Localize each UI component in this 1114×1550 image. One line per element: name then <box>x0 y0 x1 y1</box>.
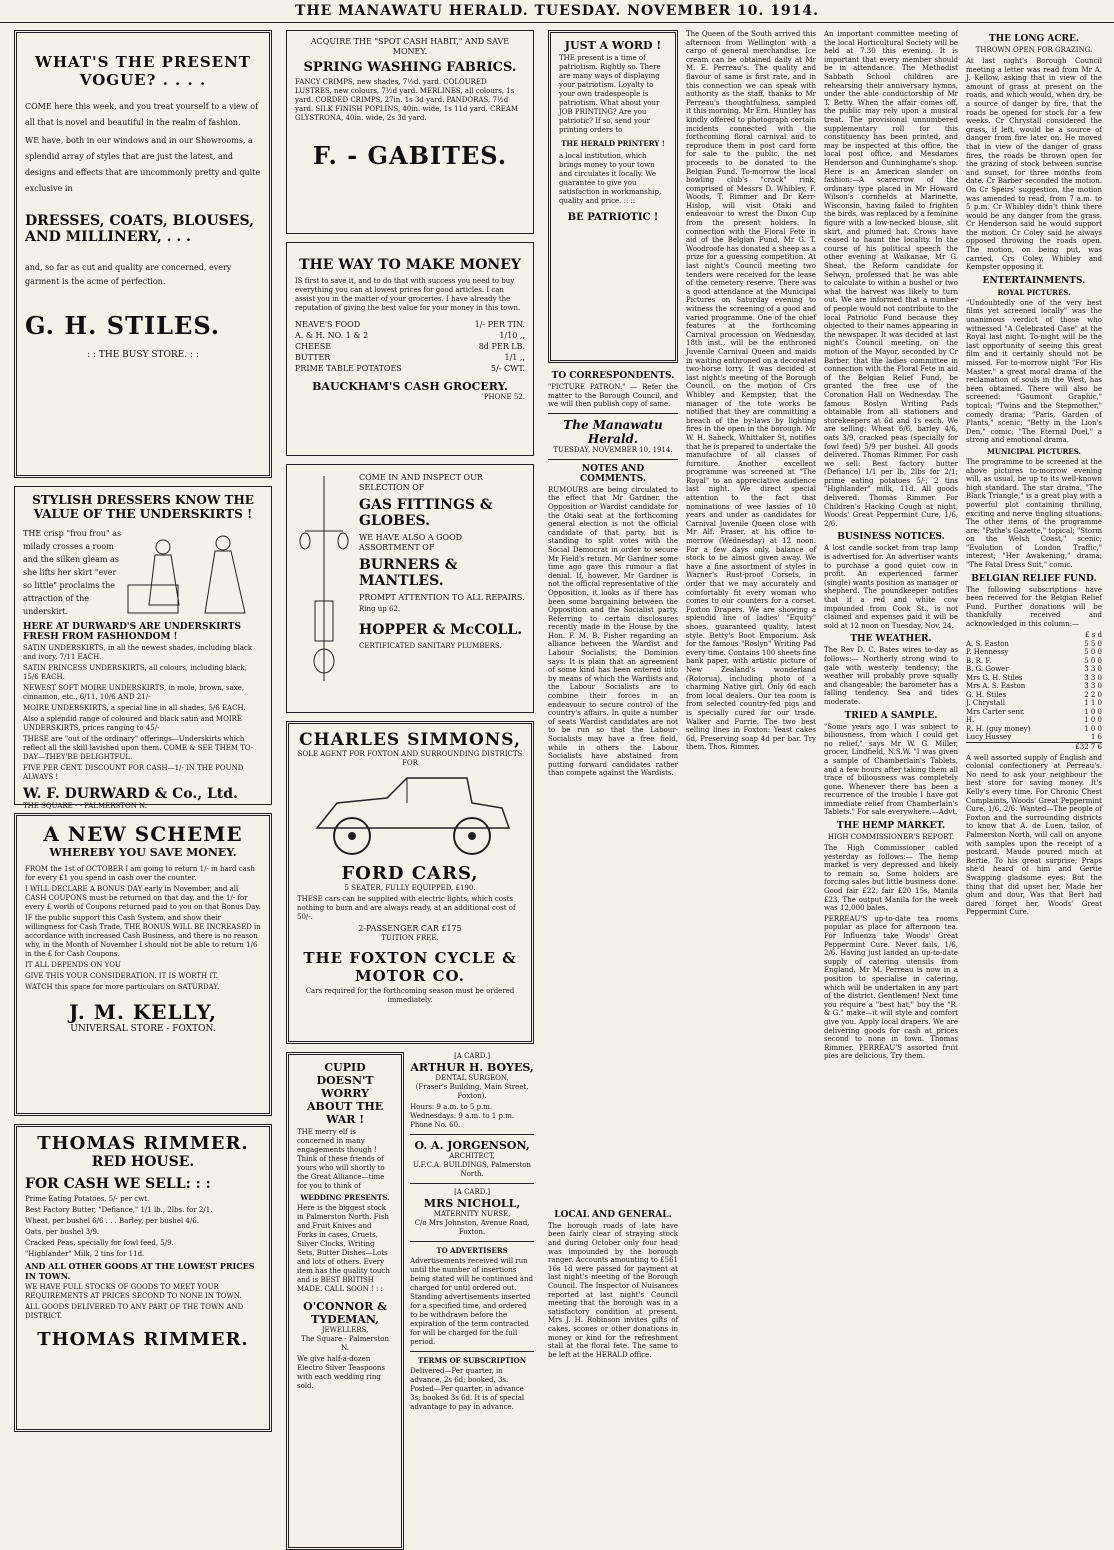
bauckham-name: BAUCKHAM'S CASH GROCERY. <box>312 380 508 393</box>
royal-heading: ROYAL PICTURES. <box>997 287 1071 297</box>
kelly-p2: I WILL DECLARE A BONUS DAY early in November, and all CASH COUPONS must be returned on that day, and the 1/- for every £ worth of Coupons returned paid to you on that Bonus Day. <box>25 885 261 911</box>
kelly-name: J. M. KELLY, <box>68 1000 218 1024</box>
jorgenson-address: U.F.C.A. BUILDINGS, Palmerston North. <box>413 1161 532 1178</box>
bauckham-ad <box>286 242 534 456</box>
simmons-foot: Cars required for the forthcoming season must be ordered immediately. <box>305 987 515 1004</box>
bauckham-headline: THE WAY TO MAKE MONEY <box>299 257 521 273</box>
entertainments-heading: ENTERTAINMENTS. <box>982 275 1086 286</box>
subscription-row: J. Chrystall 1 1 0 <box>966 699 1102 708</box>
advertisers-body: Advertisements received will run until the number of insertions being stated will be continued and charged for until ordered out. Standing advertisements inserted for a specified time, and ordered to be withdrawn before the expiration of the term contracted for will be charged for the full period. <box>410 1257 533 1346</box>
durward-name: W. F. DURWARD & Co., Ltd. <box>23 786 238 802</box>
simmons-co: THE FOXTON CYCLE & MOTOR CO. <box>303 949 517 985</box>
cupid-ad <box>286 1052 404 1550</box>
tried-body: "Some years ago I was subject to biliousness, from which I could get no relief," says Mr W. G. Miller, grocer, Lindfield, N.S.W. "I was given a sample of Chamberlain's Tablets, and a few hours after taking them all trace of biliousness was completely gone. Whenever there has been a recurrence of the trouble I have got immediate relief from Chamberlain's Tablets." For sale everywhere.—Advt. <box>824 722 958 817</box>
durward-addr: THE SQUARE - - PALMERSTON N. <box>23 802 147 810</box>
simmons-tuition: TUITION FREE. <box>381 934 439 942</box>
column-6 <box>966 30 1102 1525</box>
nicholl-name: MRS NICHOLL, <box>423 1197 521 1210</box>
stiles-p2: WE have, both in our windows and in our Showrooms, a splendid array of styles that are just the latest, and designs and effects that are uncommonly pretty and quite exclusive in <box>25 136 261 193</box>
stiles-headline: WHAT'S THE PRESENT VOGUE? . . . . <box>35 53 251 89</box>
cupid-h2: WEDDING PRESENTS. <box>300 1193 390 1202</box>
gabites-top: ACQUIRE THE "SPOT CASH HABIT," AND SAVE MONEY. <box>310 37 510 56</box>
subscription-row: A. S. Easton 5 5 0 <box>966 639 1102 648</box>
cupid-trade: JEWELLERS, <box>321 1326 369 1334</box>
durward-h2: HERE AT DURWARD'S ARE UNDERSKIRTS FRESH FROM FASHIONDOM ! <box>23 622 242 642</box>
just-a-word-ad <box>548 30 678 363</box>
local-body: The borough roads of late have been fairly clear of straying stock and during October only four head was impounded by the borough ranger. Accounts amounting to £561 16s 1d were passed for payment at last night's meeting of the Borough Council. The Inspector of Nuisances reported at last night's Council meeting that the borough was in a satisfactory condition at present. Mrs J. H. Robinson invites gifts of cakes, scones or other donations in money or kind for the refreshment stall at the floral fete. The same to be left at the HERALD office. <box>548 1221 678 1359</box>
kelly-p5: GIVE THIS YOUR CONSIDERATION. IT IS WORTH IT. <box>25 972 218 980</box>
simmons-cars: FORD CARS, <box>341 863 479 884</box>
local-heading: LOCAL AND GENERAL. <box>554 1209 672 1220</box>
column-1 <box>14 30 272 1525</box>
ladies-illustration <box>123 525 263 615</box>
nicholl-address: C/o Mrs Johnston, Avenue Road, Foxton. <box>414 1219 530 1236</box>
word-body: THE present is a time of patriotism. Rightly so. There are many ways of displaying your patriotism. Loyalty to your own tradespeople is patriotism. What about your JOB PRINTING? Are you patriotic? If so, send your printing orders to <box>559 54 661 134</box>
durward-ad <box>14 486 272 810</box>
ford-car-illustration <box>297 768 523 863</box>
gas-fitting-illustration <box>295 471 353 691</box>
boyes-name: ARTHUR H. BOYES, <box>410 1061 534 1074</box>
simmons-body: THESE cars can be supplied with electric lights, which costs nothing to burn and are always ready, at an additional cost of 50/-. <box>297 895 516 921</box>
rimmer-cash: FOR CASH WE SELL: : : <box>25 1176 211 1192</box>
durward-item-0: SATIN UNDERSKIRTS, in all the newest shades, including black and ivory, 7/11 EACH. <box>23 644 253 661</box>
hopper-ad <box>286 464 534 713</box>
subscription-row: R. H. (guy money) 1 0 0 <box>966 724 1102 733</box>
long-acre-heading: THE LONG ACRE. <box>988 34 1080 44</box>
jorgenson-title: ARCHITECT, <box>449 1152 495 1160</box>
hemp-heading: THE HEMP MARKET. <box>836 821 946 832</box>
hopper-h1: GAS FITTINGS & GLOBES. <box>359 497 493 529</box>
stiles-name: G. H. STILES. <box>25 311 221 340</box>
card-label-1: [A CARD.] <box>454 1052 491 1060</box>
notes-heading: NOTES AND COMMENTS. <box>579 463 647 484</box>
stiles-tag: : : THE BUSY STORE. : : <box>87 350 199 360</box>
stiles-ad <box>14 30 272 478</box>
belgian-body: The following subscriptions have been received for the Belgian Relief Fund. Further donations will be thankfully received and acknowledged in this column:— <box>966 585 1102 629</box>
belgian-total: £32 7 6 <box>966 742 1102 752</box>
bauckham-phone: 'PHONE 52. <box>481 393 525 401</box>
rimmer-ad <box>14 1124 272 1432</box>
kelly-headline: A NEW SCHEME <box>43 822 243 846</box>
municipal-heading: MUNICIPAL PICTURES. <box>987 446 1081 456</box>
column-4-text: The Queen of the South arrived this afternoon from Wellington with a cargo of general merchandise. Ice cream can be obtained daily at Mr M. E. Perreau's. The quality and flavour of same is first rate, and in this connection we can speak with authority as the staff, thanks to Mr Perreau's thoughtfulness, sampled it this morning. Mr Ern. Huntley has kindly offered to photograph certain incidents connected with the forthcoming floral carnival and to reproduce them in post card form for sale to the public, the net proceeds to be donated to the Belgian Fund. To-morrow the local bowling club's "crack" rink, comprised of Messrs D. Whibley, F. Woods, T. Rimmer and Dr Kerr-Hislop, will visit Otaki and endeavour to wrest the Dixon Cup from the present holders. In connection with the Floral Fete in aid of the Belgian Fund, Mr G. T. Woodroofe has donated a sheep as a prize for a guessing competition. At last night's Council meeting two tenders were received for the lease of the cemetery reserve. There was a good attendance at the Municipal Pictures on Saturday evening to witness the screening of a good and varied programme. One of the chief features at the forthcoming Carnival procession on Wednesday, 18th inst., will be the enthroned Juvenile Carnival Queen and maids in waiting enthroned on a decorated two-horse lorry. It was decided at last night's meeting of the Borough Council, on the motion of Crs Whibley and Kempster, that the manager of the tote works be notified that they are committing a breach of the by-laws by lighting fires in the open in the borough. Mr W. H. Sabeck, Whittaker St, notifies that he is prepared to undertake the manufacture of all classes of furniture. Another excellent programme was screened at "The Royal" to an appreciative audience last night. We direct special attention to the fact that nominations of wee lassies of 10 years and under as candidates for Carnival Juvenile Queen close with Mr Alf. Fraser, at his office to-morrow (Wednesday) at 12 noon. For a few days only, balance of stock to be almost given away. We have a fine assortment of styles in Warner's Rust-proof Corsets, in order that we may accurately and comfortably fit every woman who comes to our counters for a corset. Foxton Drapers. We are showing a splendid line of ladies' "Equity" shoes, guaranteed quality, latest style. Betty's Boot Emporium. Ask for the famous "Roslyn" Writing Pad every time. Contains 100 sheets fine bank paper, with artistic picture of New Zealand's wonderland (Rotorua), including photo of a charming Native girl. Only 6d each from local dealers. Our tea room is from selected country-fed pigs and is specially cured for our trade. Walker and Furrie. The two best selling lines in Foxton: Yeast cakes 6d, Preserving soap 4d per bar. Try them. Thos. Rimmer. <box>686 30 816 752</box>
durward-intro: THE crisp "frou frou" as milady crosses a room and the silken gleam as she lifts her skirt "ever so little" proclaims the attraction of the underskirt. <box>23 529 122 616</box>
municipal-body: The programme to be screened at the above pictures to-morrow evening will, as usual, be up to its well-known high standard. The star drama, "The Black Triangle," is a great play with a powerful plot containing thrilling, exciting and nerve tingling situations. The other items of the programme are: "Pathe's Gazette," topical; "Storm on the Welsh Coast," scenic; "Evolution of London Traffic," interest; "Her Awakening," drama; "The Fatal Dress Suit," comic. <box>966 457 1102 570</box>
stiles-p1: COME here this week, and you treat yourself to a view of all that is novel and beautiful in the realm of fashion. <box>25 102 259 127</box>
kelly-p4: IT ALL DEPENDS ON YOU <box>25 961 121 969</box>
rimmer-item-0: Prime Eating Potatoes, 5/- per cwt. <box>25 1195 150 1203</box>
boyes-address: (Fraser's Building, Main Street, Foxton). <box>415 1083 529 1100</box>
hopper-name: HOPPER & McCOLL. <box>359 622 523 638</box>
rimmer-item-3: Oats, per bushel 3/9. <box>25 1228 100 1236</box>
subscriptions-list <box>966 640 1102 742</box>
boyes-title: DENTAL SURGEON, <box>435 1074 509 1082</box>
rimmer-p1: AND ALL OTHER GOODS AT THE LOWEST PRICES IN TOWN. <box>25 1261 255 1281</box>
card-label-2: [A CARD.] <box>454 1188 491 1196</box>
gabites-body: FANCY CRIMPS, new shades, 7½d. yard. COLOURED LUSTRES, new colours, 7½d yard. MERLINES, all colours, 1s yard. CORDED CRIMPS, 27in. 1s 3d yard. PANDORAS, 7½d yard. SILK FINISH POPLINS, 40in. wide, 1s 11d yard. CREAM GLYSTRONA, 40in. wide, 2s 3d yard. <box>295 78 519 122</box>
kelly-p6: WATCH this space for more particulars on SATURDAY. <box>25 983 220 991</box>
simmons-price: 5 SEATER, FULLY EQUIPPED, £190. <box>344 884 476 892</box>
word-herald: THE HERALD PRINTERY ! <box>561 139 665 148</box>
rimmer-item-1: Best Factory Butter, "Defiance," 1/1 lb., 2lbs. for 2/1. <box>25 1206 213 1214</box>
hopper-p2: WE HAVE ALSO A GOOD ASSORTMENT OF <box>359 533 463 552</box>
column-4 <box>686 30 816 1525</box>
cupid-body2: Here is the biggest stock in Palmerston North. Fish and Fruit Knives and Forks in cases, Cruets, Silver Clocks, Writing Sets, Butter Dishes—Lots and lots of others. Every item has the quality touch and is BEST BRITISH MADE. CALL SOON ! : : <box>297 1204 390 1293</box>
business-heading: BUSINESS NOTICES. <box>837 532 945 543</box>
bauckham-price-row: PRIME TABLE POTATOES 5/- CWT. <box>295 364 525 373</box>
hopper-tag: CERTIFICATED SANITARY PLUMBERS. <box>359 642 502 650</box>
cupid-gift: We give half-a-dozen Electro Silver Teaspoons with each wedding ring sold. <box>297 1355 385 1390</box>
rimmer-item-5: "Highlander" Milk, 2 tins for 11d. <box>25 1250 145 1258</box>
rimmer-item-4: Cracked Peas, specially for fowl feed, 5/9. <box>25 1239 174 1247</box>
column-3 <box>548 30 678 1525</box>
kelly-p3: IF the public support this Cash System, and show their willingness for Cash Trade, THE BONUS WILL BE INCREASED in accordance with increased Cash Business, and there is no reason why, in the Month of November I should not be able to return 1/6 in the £ for Cash Coupons. <box>25 914 261 958</box>
bauckham-price-row: BUTTER 1/1 ,, <box>295 353 525 362</box>
cupid-addr: The Square - Palmerston N. <box>301 1335 389 1352</box>
belgian-columns: £ s d <box>1085 630 1102 639</box>
kelly-ad <box>14 813 272 1116</box>
durward-item-4: Also a splendid range of coloured and black satin and MOIRE UNDERSKIRTS, prices ranging to 45/- <box>23 715 242 732</box>
long-acre-body: At last night's Borough Council meeting a letter was read from Mr A. J. Kellow, asking that in view of the amount of grass at present on the roads, and which would, when dry, be a source of danger by fire, that the roads be opened for stock for a few weeks. Cr Chrystall considered the grass, if left, would be a source of danger from fire later on. He moved that in view of the danger of grass fires, the roads be thrown open for the grazing of stock between sunrise and sunset, for three months from date. Cr Barber seconded the motion. On Cr Speirs' suggestion, the motion was amended to read, from 7 a.m. to 5 p.m. Cr Whibley didn't think there would be any danger from the grass. Cr Henderson said he would support the motion. Cr Coley said he always opposed throwing the roads open. The motion, on being put, was carried, Crs Coley, Whibley and Kempster opposing it. <box>966 57 1102 272</box>
hopper-h2: BURNERS & MANTLES. <box>359 557 458 589</box>
column-5-text: An important committee meeting of the local Horticultural Society will be held at 7.30 this evening. It is important that every member should be in attendance. The Methodist Sabbath School children are rehearsing their anniversary hymns, under the able conductorship of Mr T. Betty. When the affair comes off, the public may rely upon a musical treat. The provisional unnumbered supplementary roll for this constituency has been printed, and may be inspected at this office, the local post office, and Mesdames Henderson and Cunninghame's shop. Here is an American slander on fashion:—A scarecrow of the ordinary type placed in Mr Howard Wilson's cornfields at Marinette, Wisconsin, having failed to frighten the birds, was replaced by a feminine figure with a low-necked blouse, slit skirt, and plumed hat. Crows have ceased to haunt the locality. In the course of his political speech the other evening at Waikanae, Mr G. Sheat, the Reform candidate for Selwyn, professed that he was able to calculate to within a bushel or two what the harvest was likely to turn out. We are informed that a number of people would not contribute to the local Patriotic Fund because they objected to their names appearing in the newspaper. It was decided at last night's Council meeting, on the motion of the Mayor, seconded by Cr Barber, that the ladies committee in connection with the Floral Fete in aid of the Belgian Relief Fund, be granted the free use of the Coronation Hall on Wednesday. The famous Roslyn Writing Pads obtainable from all stationers and storekeepers at 6d and 1s each. We are selling: Wheat 6/6, barley 4/6, oats 3/9, cracked peas (specially for fowl feed) 5/9 per bushel. All goods delivered. Thomas Rimmer. For cash we sell: Best factory butter (Defiance) 1/1 per lb, 2lbs for 2/1; prime eating potatoes 5/-; 2 tins "Highlander" milk, 11d. All goods delivered. Thomas Rimmer. For Children's Hacking Cough at night, Woods' Great Peppermint Cure, 1/6, 2/6. <box>824 30 958 528</box>
long-acre-subheading: THROWN OPEN FOR GRAZING. <box>975 46 1093 54</box>
durward-headline: STYLISH DRESSERS KNOW THE VALUE OF THE UNDERSKIRTS ! <box>32 493 254 521</box>
column-5 <box>824 30 958 1525</box>
notes-body: RUMOURS are being circulated to the effect that Mr Gardner, the Opposition or Wardist candidate for the Otaki seat at the forthcoming general election is not the official candidate of that party, but is standing to split votes with the Social Democrat in order to secure Mr Field's return. Mr Gardner some time ago gave this rumour a flat denial. If, however, Mr Gardner is not the official representative of the Opposition, it looks as if there has been some bargaining between the Opposition and the Socialist party. Referring to certain disclosures recently made in the House by the Hon. F. M. B. Fisher regarding an alliance between the Wardist and Labour Socialists, the Dominion says: It is plain that an agreement of some kind has been entered into by means of which the Wardists and the Labour Socialists are to combine their forces in an endeavour to secure control of the country's affairs. In quite a number of seats Wardist candidates are not to be run so that the Labour-Socialists may have a free field, while in others the Labour Socialists have abstained from putting forward candidates rather than compete against the Wardists. <box>548 485 678 778</box>
rimmer-item-2: Wheat, per bushel 6/6 . . . Barley, per bushel 4/6. <box>25 1217 199 1225</box>
royal-body: "Undoubtedly one of the very best films yet screened locally" was the unanimous verdict of those who witnessed "A Celebrated Case" at the Royal last night. To-night will be the last opportunity of seeing this great film and it certainly should not be missed. For to-morrow night "For His Master," a great moral drama of the reclamation of souls in the West, has been obtained. There will also be screened: "Gaumont Graphic," topical; "Twins and the Stepmother," comedy drama; "Paris, Garden of Plants," scenic; "Betty in the Lion's Den," comic; "The Eternal Duel," a strong and emotional drama. <box>966 298 1102 445</box>
simmons-agent: SOLE AGENT FOR FOXTON AND SURROUNDING DISTRICTS FOR <box>297 750 523 767</box>
hemp-subheading: HIGH COMMISSIONER'S REPORT. <box>827 833 955 842</box>
gabites-name: F. - GABITES. <box>312 141 508 170</box>
business-body: A lost candle socket from trap lamp is advertised for. An advertiser wants to purchase a good quiet cow in profit. An experienced farmer (single) wants position as manager or shepherd. The poundkeeper notifies that if a red and white cow impounded from Cook St., is not claimed and expenses paid it will be sold at 12 noon on Tuesday, Nov. 24. <box>824 544 958 630</box>
cupid-name: O'CONNOR & TYDEMAN, <box>303 1300 388 1326</box>
correspondents-body: "PICTURE PATRON." — Refer the matter to the Borough Council, and we will then publish copy of same. <box>548 383 678 409</box>
subscription-heading: TERMS OF SUBSCRIPTION <box>417 1356 527 1365</box>
subscription-row: G. H. Stiles 2 2 0 <box>966 690 1102 699</box>
perreau-body: PERREAU'S up-to-date tea rooms popular as place for afternoon tea. For Influenza take Woods' Great Peppermint Cure. Never fails, 1/6, 2/6. Having just landed an up-to-date supply of catering utensils from England, Mr M. Perreau is now in a position to specialise in catering, which will be undertaken in any part of the district. Gentlemen! Next time you require a "best hat," buy the "R. & G." make—it will style and comfort give you. Apply local drapers. We are delivering goods for cash at prices second to none in town. Thomas Rimmer. PERREAU'S assorted fruit pies are delicious. Try them. <box>824 914 958 1061</box>
column-2 <box>286 30 534 1525</box>
correspondents-heading: TO CORRESPONDENTS. <box>551 371 675 381</box>
durward-item-5: THESE are "out of the ordinary" offerings—Underskirts which reflect all the skill lavished upon them. COME & SEE THEM TO-DAY—THEY'RE DELIGHTFUL. <box>23 735 254 761</box>
gabites-ad <box>286 30 534 234</box>
subscription-row: H. 1 0 0 <box>966 716 1102 725</box>
subscription-row: Mrs Carter senr. 1 0 0 <box>966 707 1102 716</box>
subscription-row: B. G. Gower 3 3 0 <box>966 665 1102 674</box>
bauckham-price-row: NEAVE'S FOOD 1/- PER TIN. <box>295 320 525 329</box>
cupid-body: THE merry elf is concerned in many engagements though ! Think of these friends of yours who will shortly to the Great Alliance—time for you to think of <box>297 1128 385 1190</box>
paper-date: TUESDAY, NOVEMBER 10, 1914. <box>553 445 673 454</box>
word-foot: BE PATRIOTIC ! <box>567 212 659 223</box>
durward-item-3: MOIRE UNDERSKIRTS, a special line in all shades, 5/6 EACH. <box>23 704 246 712</box>
bauckham-price-row: CHEESE 8d PER LB. <box>295 342 525 351</box>
simmons-ad <box>286 721 534 1044</box>
boyes-hours: Hours: 9 a.m. to 5 p.m. Wednesdays: 9 a.m. to 1 p.m. Phone No. 60. <box>410 1103 515 1129</box>
subscription-row: Mrs A. S. Easton 3 3 0 <box>966 682 1102 691</box>
rimmer-house: RED HOUSE. <box>91 1154 195 1170</box>
kelly-addr: UNIVERSAL STORE - FOXTON. <box>70 1024 216 1034</box>
subscription-body: Delivered—Per quarter, in advance, 2s 6d; booked, 3s. Posted—Per quarter, in advance 3s; booked 3s 6d. It is of special advantage to pay in advance. <box>410 1367 525 1411</box>
gabites-headline: SPRING WASHING FABRICS. <box>303 60 517 75</box>
cupid-headline: CUPID DOESN'T WORRY ABOUT THE WAR ! <box>306 1061 384 1126</box>
hopper-ring: Ring up 62. <box>359 605 401 613</box>
rimmer-p2: WE HAVE FULL STOCKS OF GOODS TO MEET YOUR REQUIREMENTS AT PRICES SECOND TO NONE IN TOWN. <box>25 1283 242 1300</box>
nicholl-title: MATERNITY NURSE, <box>433 1210 511 1218</box>
rimmer-p3: ALL GOODS DELIVERED TO ANY PART OF THE TOWN AND DISTRICT. <box>25 1303 244 1320</box>
stiles-p3: and, so far as cut and quality are concerned, every garment is the acme of perfection. <box>25 263 232 286</box>
advertisers-heading: TO ADVERTISERS <box>436 1246 508 1255</box>
belgian-heading: BELGIAN RELIEF FUND. <box>971 573 1097 584</box>
rimmer-name: THOMAS RIMMER. <box>37 1133 249 1154</box>
durward-item-1: SATIN PRINCESS UNDERSKIRTS, all colours, including black, 15/6 EACH. <box>23 664 247 681</box>
subscription-row: B. R. F. 5 0 0 <box>966 656 1102 665</box>
kelly-sub: WHEREBY YOU SAVE MONEY. <box>49 846 237 859</box>
jorgenson-name: O. A. JORGENSON, <box>414 1139 530 1152</box>
cards-column <box>410 1052 534 1550</box>
misc-body: A well assorted supply of English and colonial confectionery at Perreau's. No need to ask your neighbour the best store for saving money. It's Kelly's every time. For Chronic Chest Complaints, Woods' Great Peppermint Cure, 1/6, 2/6. Wanted—The people of Foxton and the surrounding districts to know that A. de Luen, tailor, of Palmerston North, will call on anyone with samples upon the receipt of a postcard. Maude poured much at Bertie, To his great surprise; Praps she'd heard of him and Gertie Swapping gladsome eyes; But the thing that did upset her, Made her glum and dour, Was that Bert had dared forget her, Woods' Great Peppermint Cure. <box>966 753 1102 917</box>
hopper-p3: PROMPT ATTENTION TO ALL REPAIRS. <box>359 593 525 602</box>
stiles-sub: DRESSES, COATS, BLOUSES, AND MILLINERY, . . . <box>25 213 254 245</box>
hemp-body: The High Commissioner cabled yesterday as follows:— The hemp market is very depressed and likely to remain so. Some holders are forcing sales but little business done. Good fair £22, fair £20 15s, Manila £23. The output Manila for the week was 12,000 bales. <box>824 844 958 913</box>
subscription-row: Lucy Hussey 1 6 <box>966 733 1102 742</box>
masthead: THE MANAWATU HERALD. TUESDAY. NOVEMBER 10. 1914. <box>0 0 1114 23</box>
durward-item-2: NEWEST SOFT MOIRE UNDERSKIRTS, in mole, brown, saxe, cinnamon, etc., 6/11, 10/6 AND 21/- <box>23 684 245 701</box>
word-headline: JUST A WORD ! <box>564 39 662 52</box>
weather-body: The Rev D. C. Bates wires to-day as follows:— Northerly strong wind to gale with westerly tendency; the weather will probably prove squally and changeable; the barometer has a falling tendency. Sea and tides moderate. <box>824 646 958 706</box>
tried-heading: TRIED A SAMPLE. <box>844 710 938 721</box>
simmons-name: CHARLES SIMMONS, <box>299 730 521 750</box>
weather-heading: THE WEATHER. <box>850 634 932 645</box>
simmons-car2: 2-PASSENGER CAR £175 <box>358 924 462 933</box>
bauckham-body: IS first to save it, and to do that with success you need to buy everything you can at lowest prices for good articles. I can assist you in the matter of your groceries. I have already the reputation of giving the best value for your money in this town. <box>295 277 521 312</box>
kelly-p1: FROM the 1st of OCTOBER I am going to return 1/- in hard cash for every £1 you spend in cash over the counter. <box>25 865 255 882</box>
subscription-row: P. Hennessy 5 0 0 <box>966 648 1102 657</box>
hopper-p1: COME IN AND INSPECT OUR SELECTION OF <box>359 473 483 492</box>
rimmer-footer: THOMAS RIMMER. <box>37 1329 249 1350</box>
durward-item-6: FIVE PER CENT. DISCOUNT FOR CASH—1/- IN THE POUND ALWAYS ! <box>23 764 244 781</box>
subscription-row: Mrs G. H. Stiles 3 3 0 <box>966 673 1102 682</box>
bauckham-price-row: A. & H. NO. 1 & 2 1/10 ,, <box>295 331 525 340</box>
paper-nameplate: The Manawatu Herald. <box>563 417 663 446</box>
word-body2: a local institution, which brings money to your town and circulates it locally. We guarantee to give you satisfaction in workmanship, quality and price. :: :: <box>559 152 662 205</box>
